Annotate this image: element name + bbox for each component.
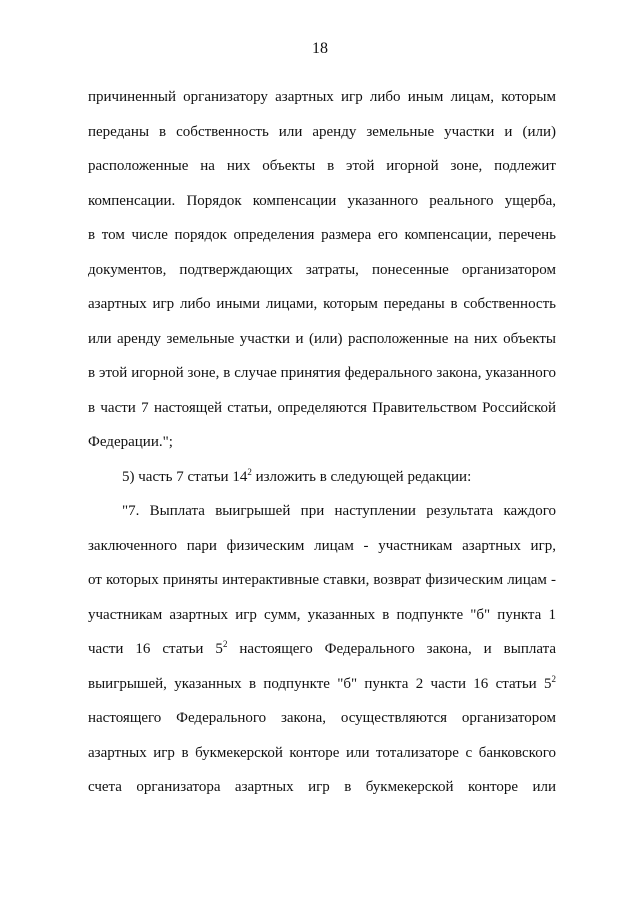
text-line: заключенного пари физическим лицам - участникам азартных игр, — [88, 537, 556, 554]
superscript: 2 — [551, 673, 556, 684]
quoted-article-text — [88, 494, 556, 805]
paragraph-continuation — [88, 80, 556, 460]
text-line: в части 7 настоящей статьи, определяются Правительством Российской — [88, 399, 556, 416]
text-segment: выигрышей, указанных в подпункте "б" пункта 2 части 16 статьи 5 — [88, 675, 552, 692]
superscript: 2 — [247, 466, 252, 477]
text-segment: настоящего Федерального закона, и выплата — [227, 641, 557, 657]
text-line: в этой игорной зоне, в случае принятия федерального закона, указанного — [88, 365, 556, 381]
text-line: "7. Выплата выигрышей при наступлении результата каждого — [122, 503, 556, 519]
text-line: от которых приняты интерактивные ставки, возврат физическим лицам - — [88, 572, 556, 588]
text-line: Федерации."; — [88, 434, 173, 450]
text-line: расположенные на них объекты в этой игорной зоне, подлежит — [88, 158, 556, 174]
text-segment: части 16 статьи 5 — [88, 641, 223, 657]
text-line — [88, 632, 556, 667]
document-body — [88, 80, 556, 805]
text-line: компенсации. Порядок компенсации указанного реального ущерба, — [88, 192, 556, 209]
text-line: настоящего Федерального закона, осуществляются организатором — [88, 710, 556, 726]
text-line: переданы в собственность или аренду земельные участки и (или) — [88, 123, 556, 140]
superscript: 2 — [222, 639, 228, 649]
text-line — [88, 460, 556, 495]
text-line: документов, подтверждающих затраты, понесенные организатором — [88, 261, 556, 278]
text-segment: 5) часть 7 статьи 14 — [122, 468, 248, 485]
text-line — [88, 667, 556, 702]
text-line: в том числе порядок определения размера его компенсации, перечень — [88, 227, 556, 243]
text-segment: изложить в следующей редакции: — [251, 468, 472, 485]
page-number: 18 — [312, 40, 328, 57]
amendment-item — [88, 460, 556, 495]
text-line: азартных игр в букмекерской конторе или тотализаторе с банковского — [88, 744, 556, 761]
text-line: счета организатора азартных игр в букмекерской конторе или — [88, 779, 556, 795]
text-line: или аренду земельные участки и (или) расположенные на них объекты — [88, 330, 556, 347]
text-line: азартных игр либо иными лицами, которым переданы в собственность — [88, 296, 556, 312]
text-line: причиненный организатору азартных игр либо иным лицам, которым — [88, 89, 556, 105]
text-line: участникам азартных игр сумм, указанных в подпункте "б" пункта 1 — [88, 606, 556, 623]
